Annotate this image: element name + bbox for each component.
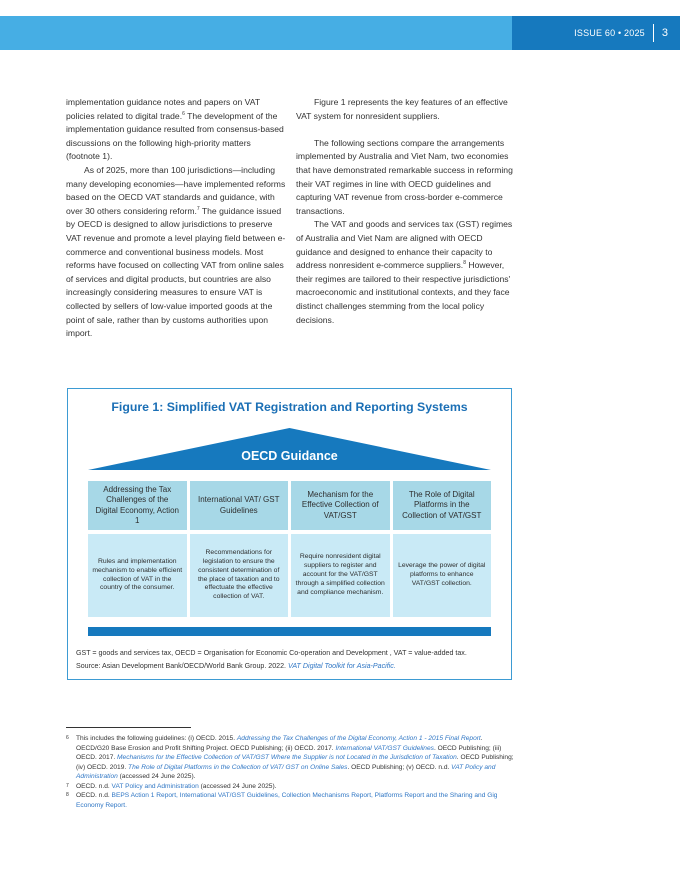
footnote-8-link[interactable]: BEPS Action 1 Report, International VAT/GST Guidelines, Collection Mechanisms Report, Platforms Report and the Sharing and Gig Economy Report. <box>76 792 498 809</box>
abbreviation-note: GST = goods and services tax, OECD = Organisation for Economic Co-operation and Development , VAT = value-added tax. <box>76 649 467 657</box>
right-paragraph-1: Figure 1 represents the key features of an effective VAT system for nonresident suppliers. <box>296 97 508 121</box>
page-number: 3 <box>661 27 668 39</box>
pillar-header-action-1: Addressing the Tax Challenges of the Digital Economy, Action 1 <box>88 481 187 530</box>
footnote-ref-6[interactable]: 6 <box>182 110 185 117</box>
footnote-6-link-1[interactable]: Addressing the Tax Challenges of the Digital Economy, Action 1 - 2015 Final Report <box>236 735 481 742</box>
figure-1 <box>67 388 512 680</box>
footnote-6-link-5[interactable]: VAT Policy and Administration <box>76 763 496 780</box>
footnote-divider <box>66 727 191 728</box>
pillar-body-platforms: Leverage the power of digital platforms to enhance VAT/GST collection. <box>393 534 492 617</box>
figure-notes <box>76 647 506 672</box>
footnote-7: 7 OECD. n.d. VAT Policy and Administration (accessed 24 June 2025). <box>66 782 277 790</box>
pillar-body-row <box>88 534 491 617</box>
source-note: Source: Asian Development Bank/OECD/World Bank Group. 2022. VAT Digital Toolkit for Asia-Pacific. <box>76 661 396 670</box>
pillar-header-guidelines: International VAT/ GST Guidelines <box>190 481 289 530</box>
figure-title: Figure 1: Simplified VAT Registration and Reporting Systems <box>111 400 468 414</box>
right-paragraph-3: The VAT and goods and services tax (GST) regimes of Australia and Viet Nam are aligned with OECD guidance and designed to enhance their capacity to address nonresident e-commerce suppliers.$^8$ However, their regimes are tailored to their respective jurisdictions' macroeconomic and institutional contexts, and they face distinct challenges stemming from the local policy decisions. <box>296 219 513 325</box>
footnote-6: 6 This includes the following guidelines: (i) OECD. 2015. Addressing the Tax Challenges of the Digital Economy, Action 1 - 2015 Final Report. OECD/G20 Base Erosion and Profit Shifting Project. OECD Publishing; (ii) OECD. 2017. International VAT/GST Guidelines. OECD Publishing; (iii) OECD. 2017. Mechanisms for the Effective Collection of VAT/GST Where the Supplier is not Located in the Jurisdiction of Taxation. OECD Publishing; (iv) OECD. 2019. The Role of Digital Platforms in the Collection of VAT/ GST on Online Sales. OECD Publishing; (v) OECD. n.d. VAT Policy and Administration (accessed 24 June 2025). <box>66 735 514 780</box>
pillar-body-guidelines: Recommendations for legislation to ensure the consistent determination of the place of taxation and to effectuate the effective collection of VAT. <box>190 534 289 617</box>
right-column <box>296 96 518 327</box>
left-paragraph-1: implementation guidance notes and papers on VAT policies related to digital trade.$^6$ The development of the implementation guidance resulted from consensus-based discussions on the following high-priority matters (footnote 1). <box>66 97 284 162</box>
footnote-8: 8 OECD. n.d. BEPS Action 1 Report, International VAT/GST Guidelines, Collection Mechanisms Report, Platforms Report and the Sharing and Gig Economy Report. <box>66 792 498 809</box>
issue-label: ISSUE 60 • 2025 <box>574 28 645 38</box>
right-paragraph-2: The following sections compare the arrangements implemented by Australia and Viet Nam, two economies that have demonstrated remarkable success in reforming their VAT regimes in line with OECD guidelines and capturing VAT revenue from cross-border e-commerce transactions. <box>296 137 513 216</box>
pillar-header-platforms: The Role of Digital Platforms in the Collection of VAT/GST <box>393 481 492 530</box>
footnote-ref-8[interactable]: 8 <box>463 260 466 267</box>
pillar-header-collection: Mechanism for the Effective Collection of VAT/GST <box>291 481 390 530</box>
oecd-guidance-label: OECD Guidance <box>241 449 338 463</box>
header-divider <box>653 24 654 42</box>
left-column <box>66 96 286 341</box>
pillar-header-row <box>88 481 491 530</box>
footnote-6-link-2[interactable]: International VAT/GST Guidelines <box>335 744 434 752</box>
source-link[interactable]: VAT Digital Toolkit for Asia-Pacific. <box>288 661 396 670</box>
footnote-7-link[interactable]: VAT Policy and Administration <box>111 782 199 790</box>
issue-box <box>512 16 680 50</box>
foundation-bar <box>88 627 491 636</box>
pillar-body-collection: Require nonresident digital suppliers to register and account for the VAT/GST through a simplified collection and compliance mechanism. <box>291 534 390 617</box>
footnotes <box>66 734 516 810</box>
footnote-6-link-3[interactable]: Mechanisms for the Effective Collection of VAT/GST Where the Supplier is not Located in the Jurisdiction of Taxation <box>117 754 457 761</box>
left-paragraph-2: As of 2025, more than 100 jurisdictions—including many developing economies—have implemented reforms based on the OECD VAT standards and guidance, with over 30 others considering reform.$^7$ The guidance issued by OECD is designed to allow jurisdictions to preserve VAT revenue and promote a level playing field between e-commerce and conventional business models. Most reforms have focused on collecting VAT from online sales of services and digital products, but countries are also increasingly considering measures to ensure VAT is collected by sellers of low-value imported goods at the point of sale, rather than by customs authorities upon import. <box>66 164 286 339</box>
footnote-ref-7[interactable]: 7 <box>196 205 200 212</box>
pillar-body-action-1: Rules and implementation mechanism to enable efficient collection of VAT in the country of the consumer. <box>88 534 187 617</box>
footnote-6-link-4[interactable]: The Role of Digital Platforms in the Collection of VAT/ GST on Online Sales <box>128 763 348 771</box>
